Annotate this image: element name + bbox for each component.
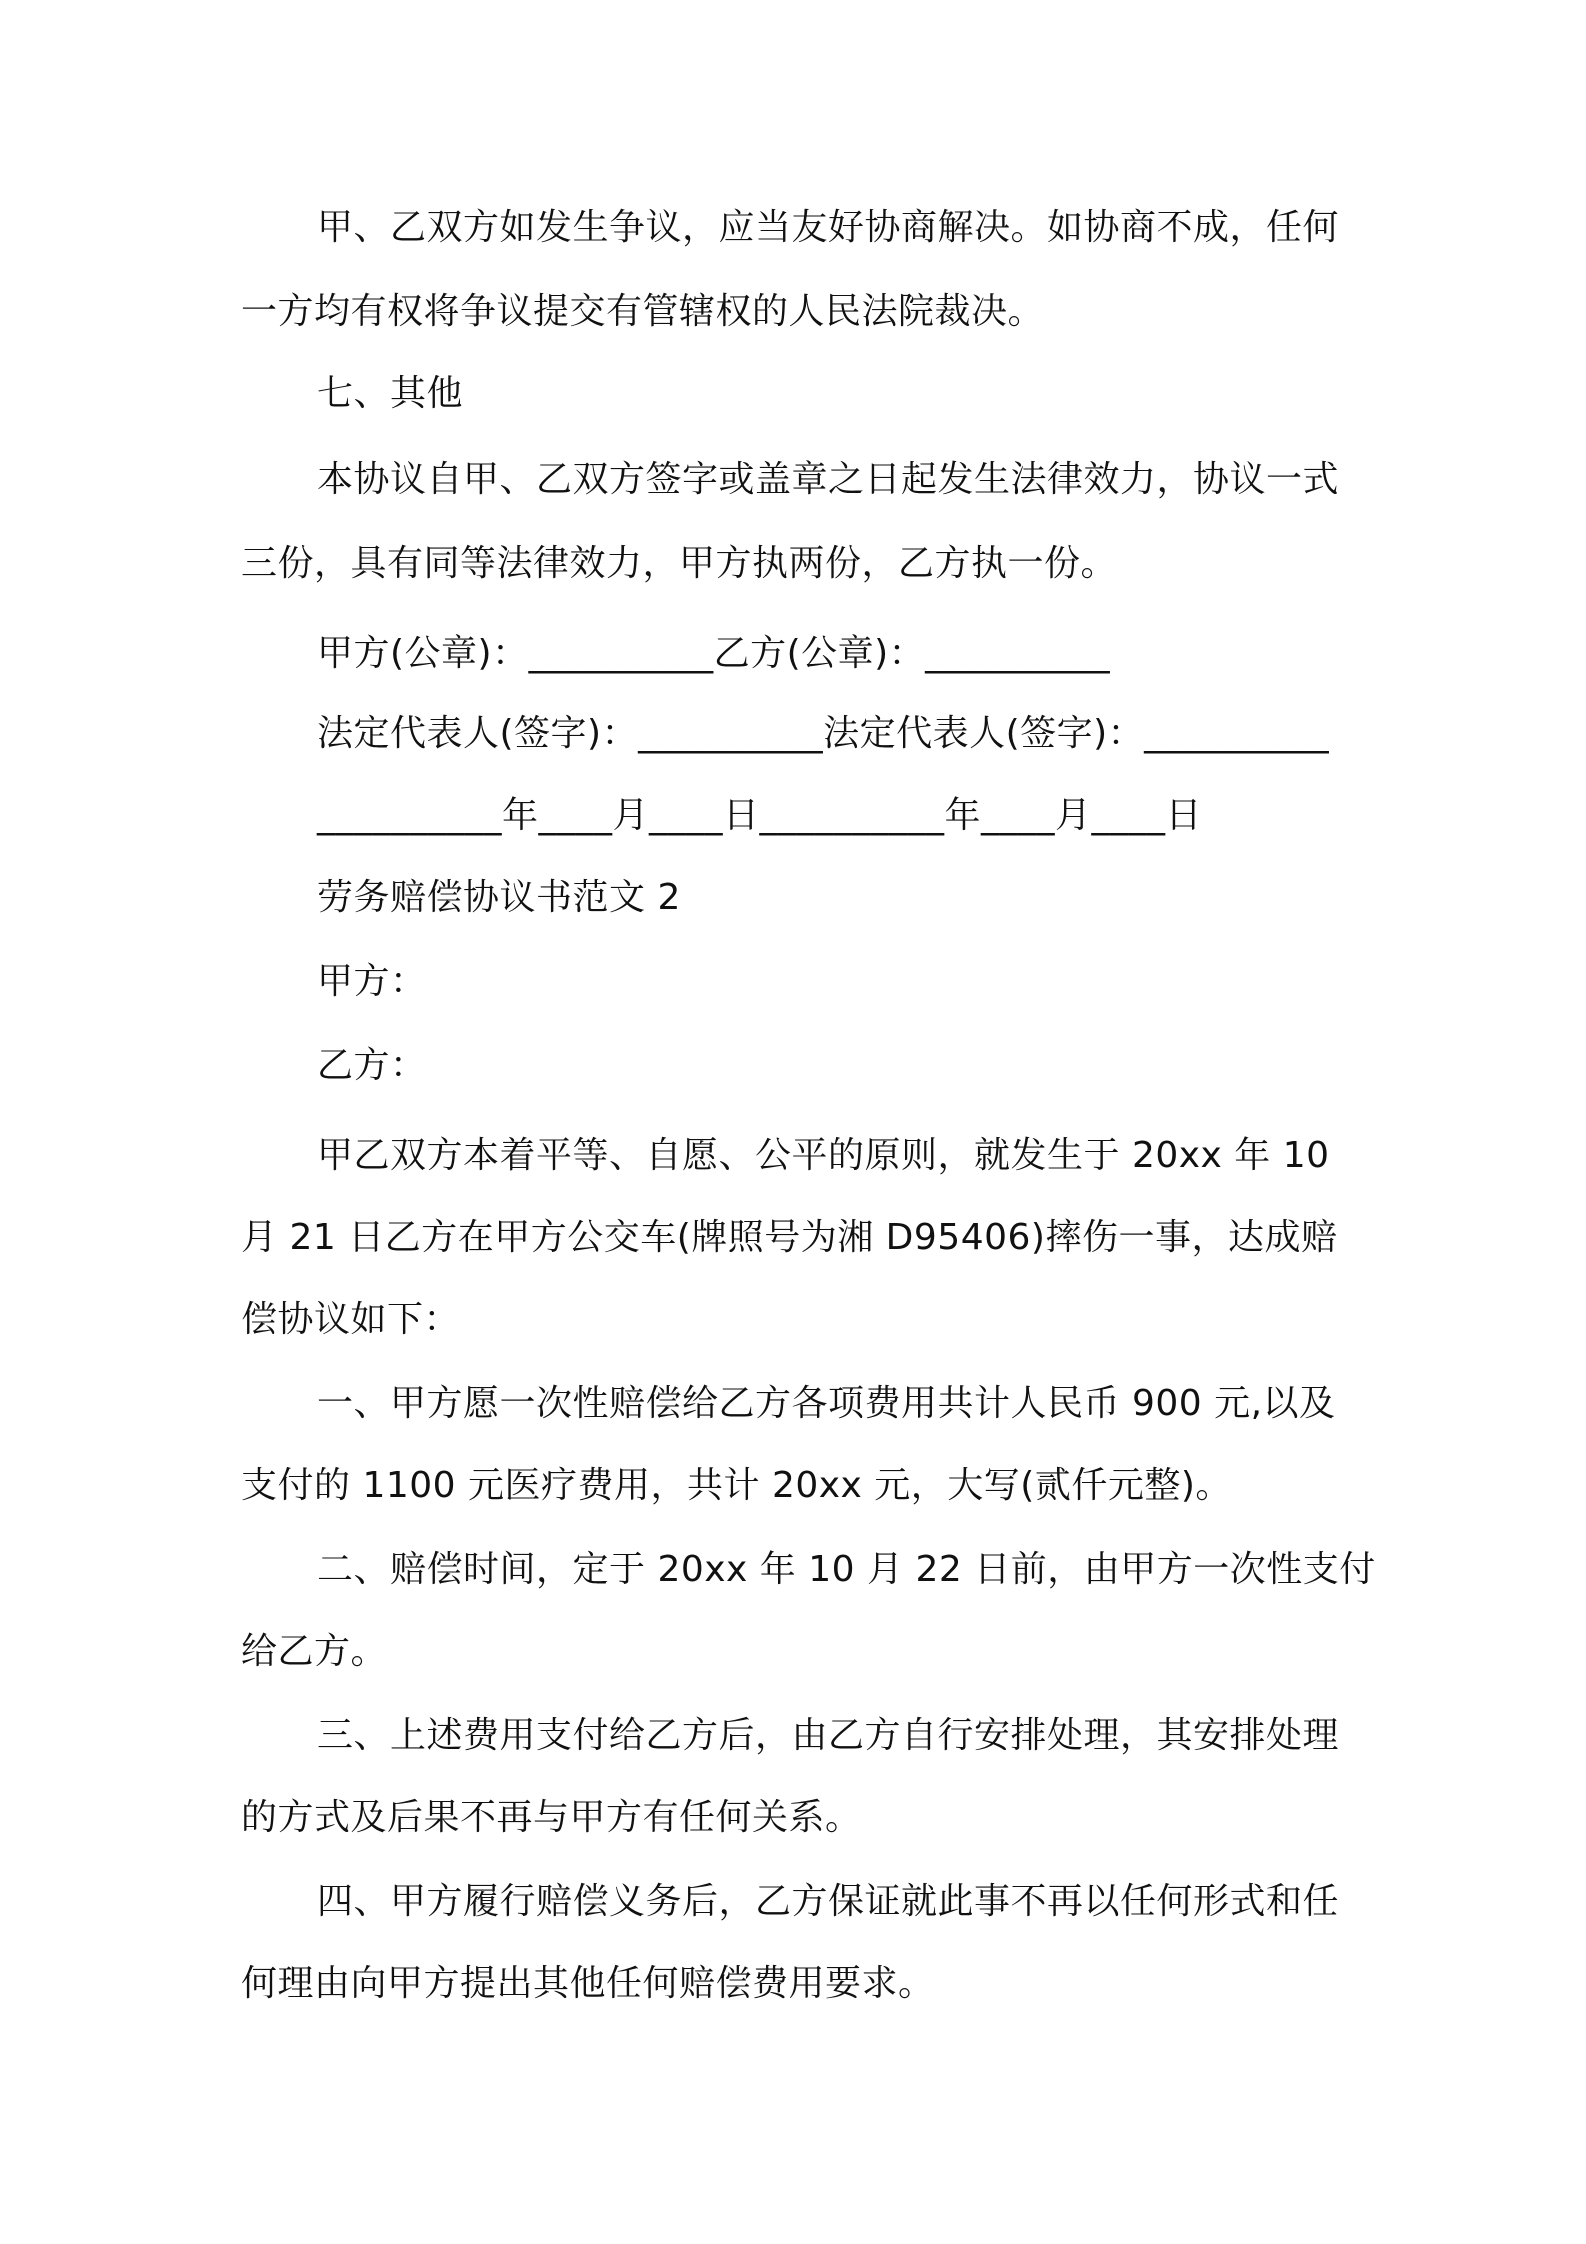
sample-title: 劳务赔偿协议书范文 2: [317, 877, 681, 918]
clause-4-line-1: 四、甲方履行赔偿义务后，乙方保证就此事不再以任何形式和任: [317, 1881, 1340, 1922]
clause-4-line-2: 何理由向甲方提出其他任何赔偿费用要求。: [241, 1963, 935, 2004]
seal-signature-line: 甲方(公章)：__________乙方(公章)：__________: [317, 633, 1111, 674]
clause-3-line-2: 的方式及后果不再与甲方有任何关系。: [241, 1797, 862, 1838]
effect-paragraph-line-1: 本协议自甲、乙双方签字或盖章之日起发生法律效力，协议一式: [317, 459, 1340, 500]
clause-2-line-2: 给乙方。: [241, 1631, 388, 1672]
legal-representative-line: 法定代表人(签字)：__________法定代表人(签字)：__________: [317, 713, 1330, 754]
dispute-paragraph-line-2: 一方均有权将争议提交有管辖权的人民法院裁决。: [241, 291, 1045, 332]
section-heading-other: 七、其他: [317, 373, 464, 414]
date-line: __________年____月____日__________年____月____日: [317, 795, 1202, 836]
clause-1-line-2: 支付的 1100 元医疗费用，共计 20xx 元，大写(贰仟元整)。: [241, 1465, 1232, 1506]
effect-paragraph-line-2: 三份，具有同等法律效力，甲方执两份，乙方执一份。: [241, 543, 1118, 584]
clause-3-line-1: 三、上述费用支付给乙方后，由乙方自行安排处理，其安排处理: [317, 1715, 1340, 1756]
clause-2-line-1: 二、赔偿时间，定于 20xx 年 10 月 22 日前，由甲方一次性支付: [317, 1549, 1376, 1590]
preamble-line-2: 月 21 日乙方在甲方公交车(牌照号为湘 D95406)摔伤一事，达成赔: [241, 1217, 1338, 1258]
preamble-line-3: 偿协议如下：: [241, 1299, 461, 1340]
preamble-line-1: 甲乙双方本着平等、自愿、公平的原则，就发生于 20xx 年 10: [317, 1135, 1330, 1176]
party-a-label: 甲方：: [317, 961, 427, 1002]
party-b-label: 乙方：: [317, 1045, 427, 1086]
dispute-paragraph-line-1: 甲、乙双方如发生争议，应当友好协商解决。如协商不成，任何: [317, 207, 1340, 248]
clause-1-line-1: 一、甲方愿一次性赔偿给乙方各项费用共计人民币 900 元,以及: [317, 1383, 1336, 1424]
